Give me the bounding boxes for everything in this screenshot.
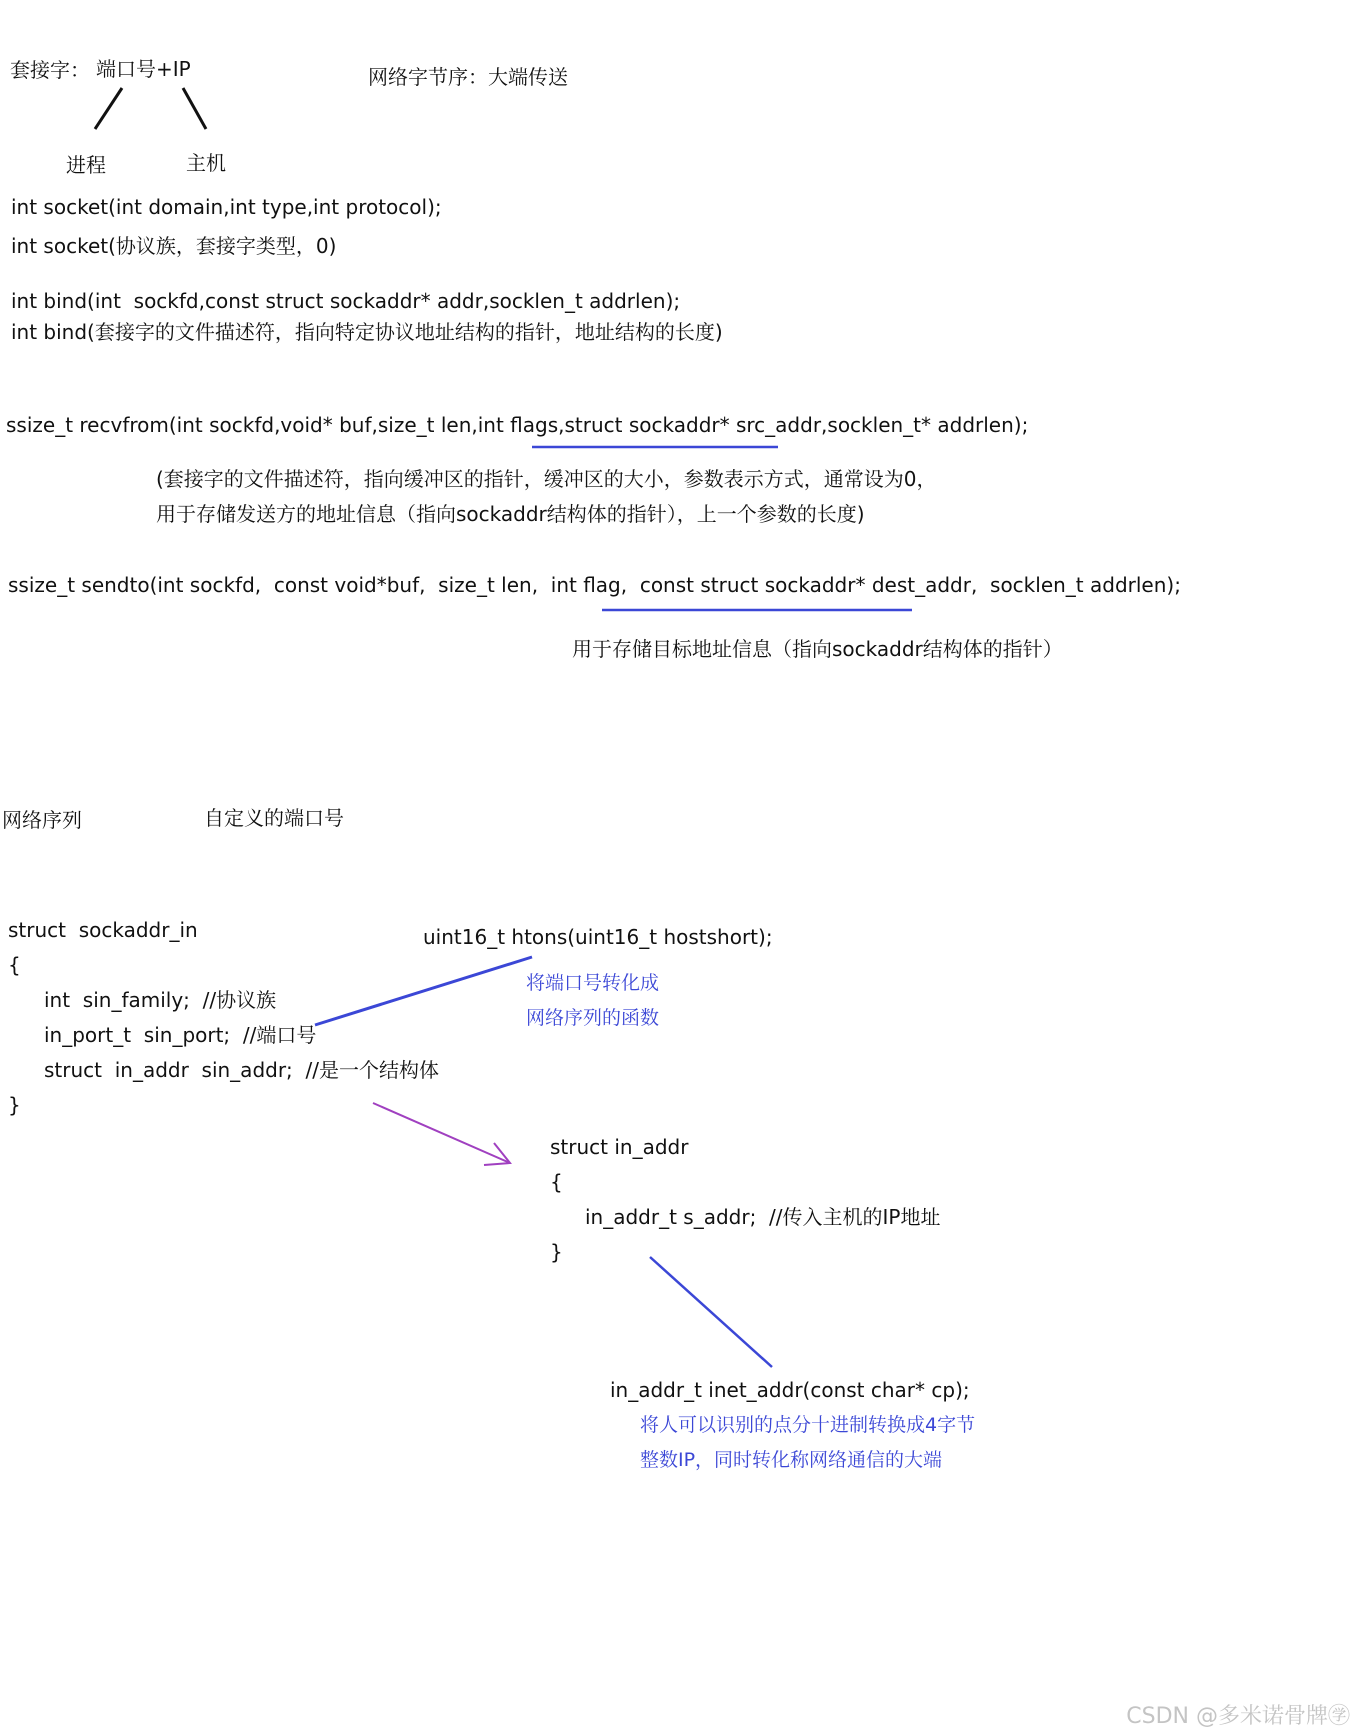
inet-addr-link-line: [650, 1257, 772, 1367]
custom-port-label: 自定义的端口号: [204, 806, 344, 830]
inet-addr-signature: in_addr_t inet_addr(const char* cp);: [610, 1378, 970, 1402]
sockaddr-in-open-brace: {: [8, 953, 21, 977]
inet-addr-note-1: 将人可以识别的点分十进制转换成4字节: [640, 1414, 976, 1436]
net-seq-label: 网络序列: [2, 808, 82, 832]
sendto-description: 用于存储目标地址信息（指向sockaddr结构体的指针）: [572, 637, 1063, 661]
htons-link-line: [315, 957, 532, 1025]
host-branch-line: [183, 88, 206, 129]
sockaddr-in-field-family: int sin_family; //协议族: [44, 988, 277, 1012]
in-addr-field: in_addr_t s_addr; //传入主机的IP地址: [585, 1205, 941, 1229]
byte-order-note: 网络字节序：大端传送: [368, 65, 568, 89]
in-addr-header: struct in_addr: [550, 1135, 689, 1159]
process-branch-line: [95, 88, 122, 129]
socket-description: int socket(协议族，套接字类型，0): [11, 234, 337, 258]
sockaddr-in-header: struct sockaddr_in: [8, 918, 198, 942]
sockaddr-in-field-addr: struct in_addr sin_addr; //是一个结构体: [44, 1058, 439, 1082]
socket-signature: int socket(int domain,int type,int protocol);: [11, 195, 442, 219]
htons-signature: uint16_t htons(uint16_t hostshort);: [423, 925, 773, 949]
host-label: 主机: [186, 151, 226, 175]
bind-signature: int bind(int sockfd,const struct sockaddr* addr,socklen_t addrlen);: [11, 289, 681, 313]
process-label: 进程: [66, 153, 106, 177]
htons-note-2: 网络序列的函数: [526, 1007, 660, 1029]
sendto-signature: ssize_t sendto(int sockfd, const void*buf, size_t len, int flag, const struct sockaddr* dest_addr, socklen_t addrlen);: [8, 573, 1181, 597]
recvfrom-signature: ssize_t recvfrom(int sockfd,void* buf,size_t len,int flags,struct sockaddr* src_addr,socklen_t* addrlen);: [6, 413, 1029, 437]
bind-description: int bind(套接字的文件描述符，指向特定协议地址结构的指针，地址结构的长度): [11, 320, 723, 344]
sockaddr-in-close-brace: }: [8, 1093, 21, 1117]
in-addr-open-brace: {: [550, 1170, 563, 1194]
in-addr-arrow-line: [373, 1103, 510, 1163]
socket-label: 套接字：: [10, 58, 90, 82]
htons-note-1: 将端口号转化成: [526, 972, 660, 994]
recvfrom-description-1: (套接字的文件描述符，指向缓冲区的指针，缓冲区的大小，参数表示方式，通常设为0，: [156, 467, 937, 491]
recvfrom-description-2: 用于存储发送方的地址信息（指向sockaddr结构体的指针），上一个参数的长度): [156, 502, 865, 526]
inet-addr-note-2: 整数IP，同时转化称网络通信的大端: [640, 1449, 943, 1471]
socket-value: 端口号+IP: [96, 57, 191, 81]
csdn-watermark: CSDN @多米诺骨牌㊫: [1126, 1704, 1350, 1729]
sockaddr-in-field-port: in_port_t sin_port; //端口号: [44, 1023, 317, 1047]
in-addr-close-brace: }: [550, 1240, 563, 1264]
